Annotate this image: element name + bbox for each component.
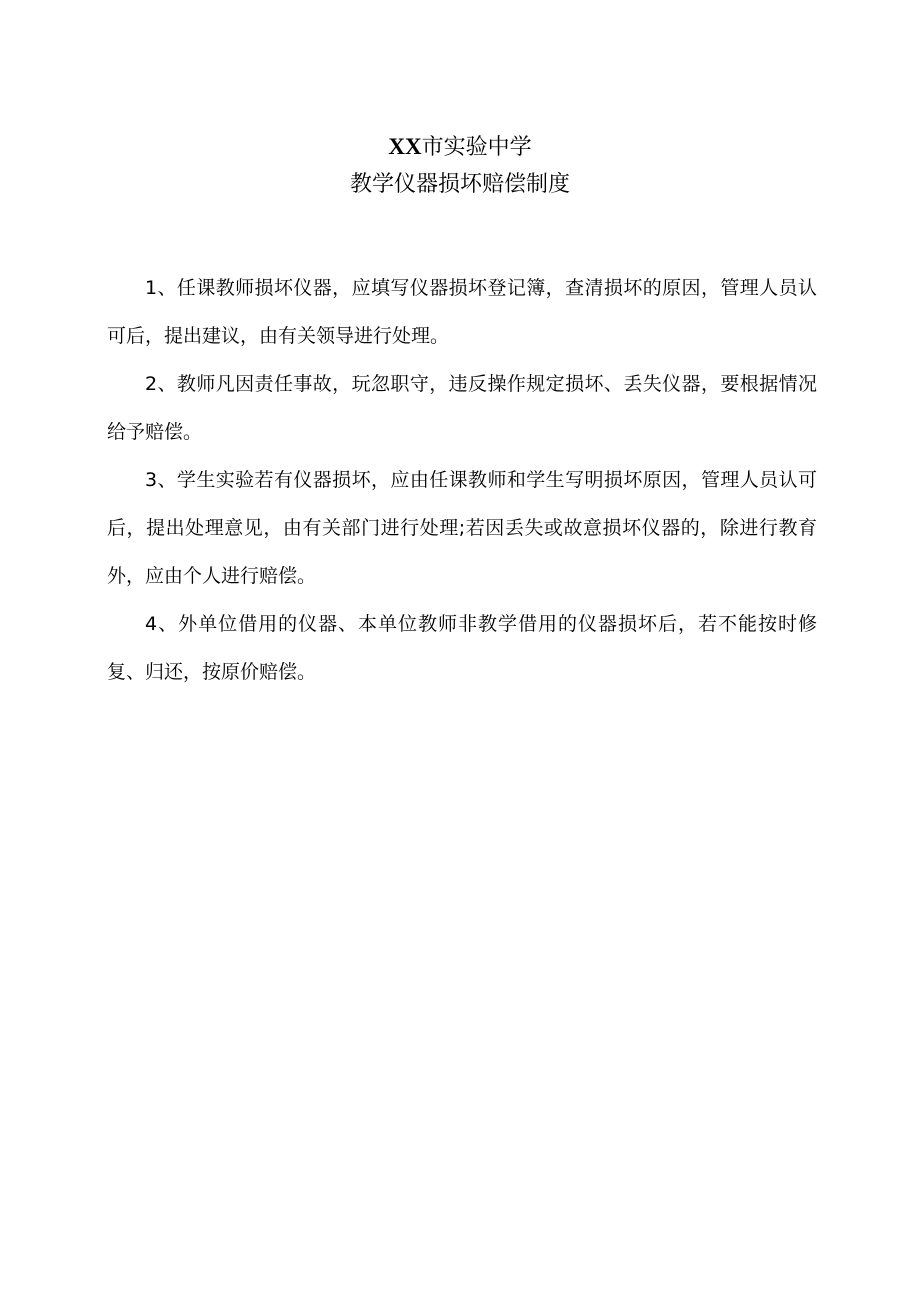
paragraph-2: 2、教师凡因责任事故，玩忽职守，违反操作规定损坏、丢失仪器，要根据情况给予赔偿。 <box>107 373 817 443</box>
school-title <box>0 128 920 166</box>
school-title-name: 市实验中学 <box>421 135 532 160</box>
school-title-prefix: XX <box>388 134 422 159</box>
regulation-title: 教学仪器损坏赔偿制度 <box>349 172 570 197</box>
paragraph-1: 1、任课教师损坏仪器，应填写仪器损坏登记簿，查清损坏的原因，管理人员认可后，提出建议，由有关领导进行处理。 <box>107 277 817 347</box>
regulation-body <box>107 264 817 696</box>
title-block <box>0 128 920 204</box>
paragraph-4: 4、外单位借用的仪器、本单位教师非教学借用的仪器损坏后，若不能按时修复、归还，按原价赔偿。 <box>107 613 817 683</box>
paragraph-3: 3、学生实验若有仪器损坏，应由任课教师和学生写明损坏原因，管理人员认可后，提出处理意见，由有关部门进行处理;若因丢失或故意损坏仪器的，除进行教育外，应由个人进行赔偿。 <box>107 469 817 587</box>
